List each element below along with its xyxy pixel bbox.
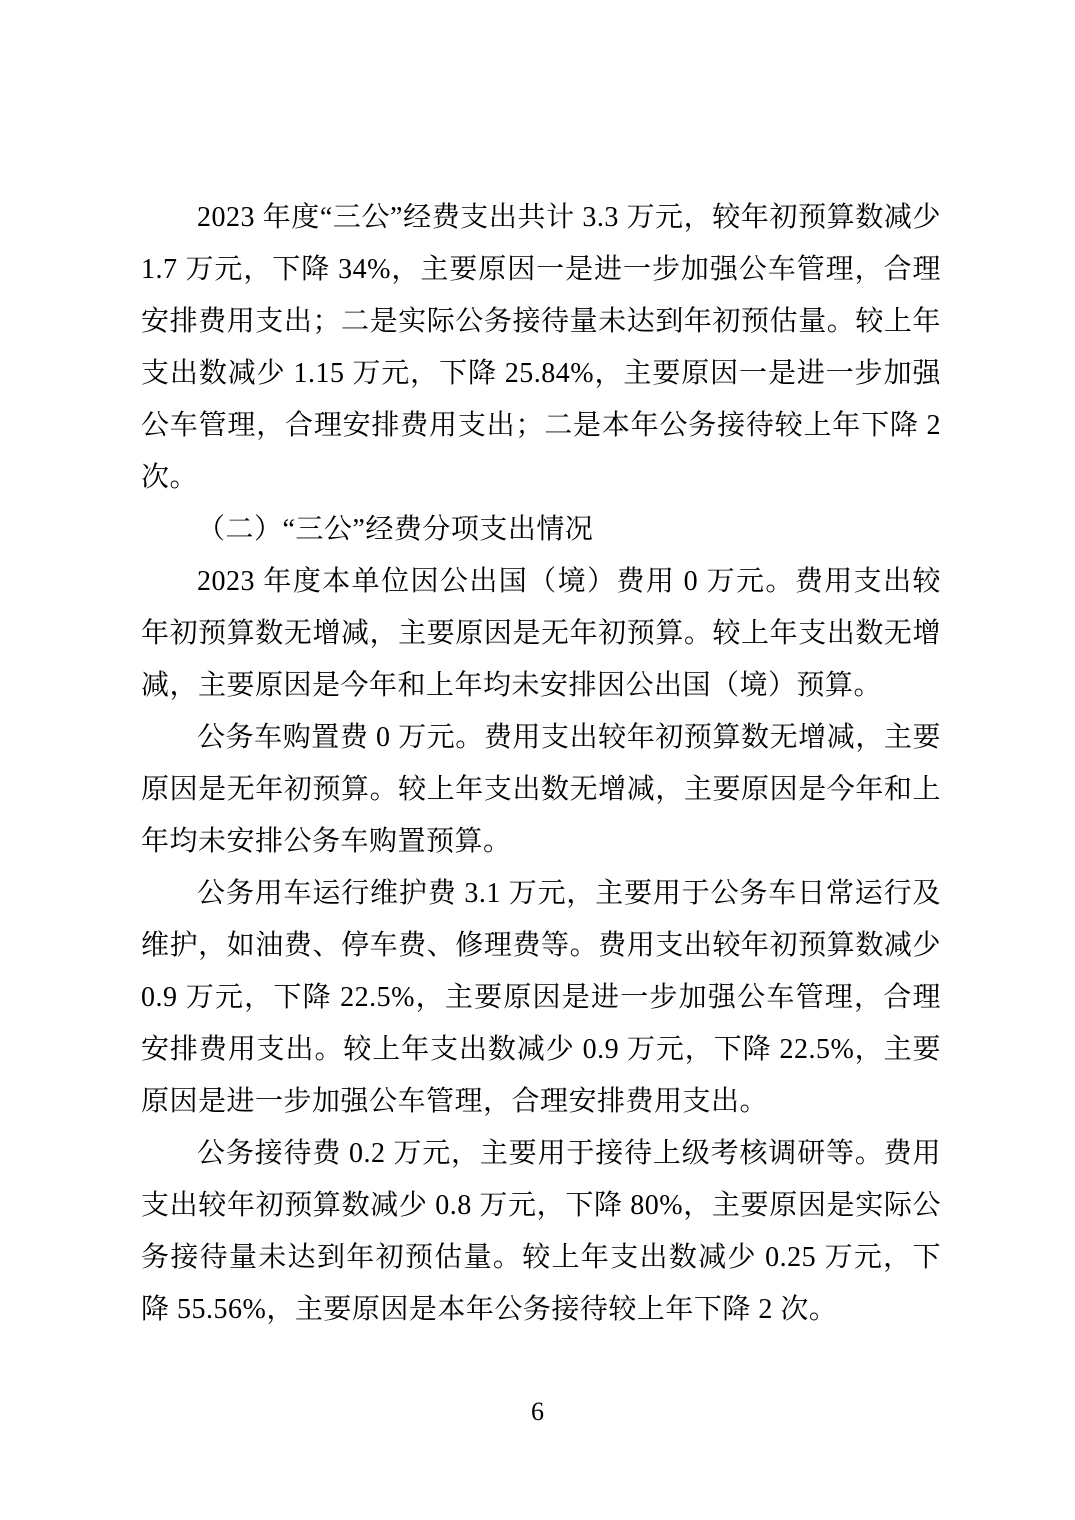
page-number: 6	[531, 1397, 544, 1426]
section-heading-itemized-expenses: （二）“三公”经费分项支出情况	[197, 514, 594, 545]
paragraph-vehicle-purchase-expense: 公务车购置费 0 万元。费用支出较年初预算数无增减，主要原因是无年初预算。较上年支出数无增减，主要原因是今年和上年均未安排公务车购置预算。	[141, 722, 941, 857]
paragraph-three-public-summary: 2023 年度“三公”经费支出共计 3.3 万元，较年初预算数减少 1.7 万元，下降 34%，主要原因一是进一步加强公车管理，合理安排费用支出；二是实际公务接待量未达到年初预估量。较上年支出数减少 1.15 万元，下降 25.84%，主要原因一是进一步加强公车管理，合理安排费用支出；二是本年公务接待较上年下降 2 次。	[141, 202, 941, 493]
paragraph-official-reception-expense: 公务接待费 0.2 万元，主要用于接待上级考核调研等。费用支出较年初预算数减少 0.8 万元，下降 80%，主要原因是实际公务接待量未达到年初预估量。较上年支出数减少 0.25 万元，下降 55.56%，主要原因是本年公务接待较上年下降 2 次。	[141, 1138, 941, 1325]
paragraph-vehicle-maintenance-expense: 公务用车运行维护费 3.1 万元，主要用于公务车日常运行及维护，如油费、停车费、修理费等。费用支出较年初预算数减少 0.9 万元，下降 22.5%，主要原因是进一步加强公车管理，合理安排费用支出。较上年支出数减少 0.9 万元，下降 22.5%，主要原因是进一步加强公车管理，合理安排费用支出。	[141, 878, 941, 1117]
paragraph-overseas-travel-expense: 2023 年度本单位因公出国（境）费用 0 万元。费用支出较年初预算数无增减，主要原因是无年初预算。较上年支出数无增减，主要原因是今年和上年均未安排因公出国（境）预算。	[141, 566, 941, 701]
document-body	[141, 192, 941, 1336]
